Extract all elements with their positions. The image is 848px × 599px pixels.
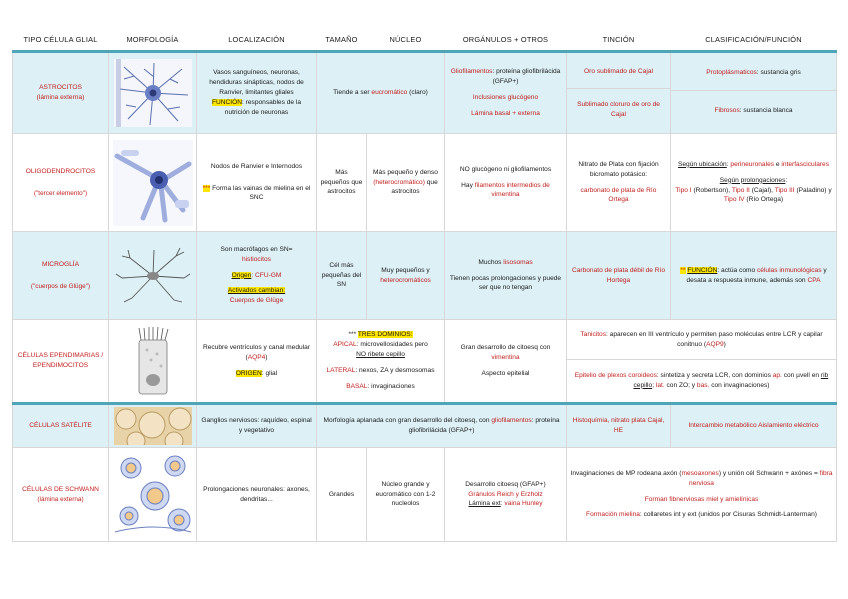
ependymal-apical-label: APICAL [333,341,357,349]
ependymal-lateral-label: LATERAL [326,366,356,374]
astrocytes-subtitle: (lámina externa) [36,94,85,101]
ependymal-tanycytes-label: Tanicitos [580,330,607,338]
schwann-size-cell: Grandes [317,448,367,542]
ependymal-plexus-ap: ap. [772,371,782,379]
microglia-class-red-2: CPA [807,276,821,284]
oligodendrocytes-staining-cell [567,134,671,232]
ependymal-org1-red: vimentina [491,354,520,362]
microglia-illustration [114,244,192,308]
header-cell-location: LOCALIZACIÓN [228,34,285,44]
ependymal-apical-text: : microvellosidades pero [356,341,428,349]
oligodendrocytes-nucleus-text-1: Más pequeño y denso [373,168,438,176]
schwann-class1-text: Invaginaciones de MP rodeana axón ( [570,469,682,477]
astrocytes-stain-1: Oro sublimado de Cajal [567,56,670,89]
microglia-location-red: histiocitos [242,255,271,263]
oligodendrocytes-type4: (Río Ortega) [744,196,784,204]
microglia-origin-label: Origen [231,271,252,279]
oligodendrocytes-org1: NO glucógeno ni gliofilamentos [459,165,552,173]
astrocytes-class1-red: Protoplásmaticos [706,68,757,76]
microglia-nucleus-red: heterocromáticos [380,276,431,284]
ependymal-location-red: AQP4 [247,354,266,362]
astrocytes-org3-red: Lámina basal [471,109,511,117]
schwann-location-cell: Prolongaciones neuronales: axones, dendritas... [197,448,317,542]
oligodendrocytes-type3: (Paladino) y [794,186,832,194]
astrocytes-org2-red: Inclusiones glucógeno [472,94,539,101]
ependymal-classification-cell [567,320,837,404]
astrocytes-image-cell [109,52,197,134]
ependymal-plexus-bas: bas. [696,381,710,389]
astrocytes-name-cell [13,52,109,134]
ependymal-tanycytes-text: : aparecen en III ventrículo y permiten paso moléculas entre LCR y capilar conitnuo ( [606,330,823,348]
ependymal-plexus-lat: lat. [655,381,665,389]
satellite-morph-red: gliofilamentos [491,417,532,425]
glial-cell-table [12,28,837,542]
oligodendrocytes-subtitle: ("tercer elemento") [33,189,88,197]
ependymal-image-cell [109,320,197,404]
microglia-activated-label: Activados cambian: [227,287,286,295]
oligodendrocytes-name-cell [13,134,109,232]
microglia-location-cell [197,232,317,320]
glial-cell-table-sheet [12,28,836,542]
schwann-subtitle: (lámina externa) [37,495,84,503]
microglia-subtitle: ("cuerpos de Glüge") [30,282,91,290]
schwann-name-cell [13,448,109,542]
oligodendrocytes-type2-red: Tipo II [731,186,750,194]
oligodendrocytes-ubic-red1: perineuronales [730,160,775,168]
ependymal-plexus-text-2: con µvell en [781,371,821,379]
microglia-image-cell [109,232,197,320]
astrocytes-nucleus-text-2: (claro) [407,89,428,97]
oligodendrocytes-ubic-label: Según ubicación [677,160,727,168]
ependymal-plexus-text-4: con ZO; y [664,381,697,389]
header-cell-morphology: MORFOLOGÍA [126,34,179,44]
oligodendrocytes-location-text: Nodos de Ranvier e Internodos [210,162,303,170]
ependymal-org2: Aspecto epitelial [481,369,530,377]
oligodendrocytes-type1-red: Tipo I [675,186,692,194]
header-cell-classification: CLASIFICACIÓN/FUNCIÓN [705,34,802,44]
ependymal-name-cell: CÉLULAS EPENDIMARIAS / EPENDIMOCITOS [13,320,109,404]
ependymal-plexus-text-5: con invaginaciones) [709,381,770,389]
microglia-class-text-2: y desata a respuesta inmune, además son [686,266,827,284]
satellite-image-cell [109,404,197,448]
oligodendrocytes-nucleus-red: (heterocromático) [373,178,425,186]
satellite-classification-cell: Intercambio metabólico Aislamiento eléctrico [671,404,837,448]
oligodendrocytes-type1: (Robertson), [691,186,732,194]
schwann-class3-text: : collaretes int y ext (unidos por Cisuras Schmidt-Lanterman) [639,511,817,519]
oligodendrocytes-stars: *** [202,184,211,192]
ependymal-basal-text: : invaginaciones [367,382,415,390]
microglia-origin-red: : CFU-GM [251,271,282,279]
ependymal-origin-text: : glial [261,369,278,377]
header-cell-nucleus: NÚCLEO [389,34,422,44]
microglia-stars: ** [680,266,686,274]
ependymal-location-end: ) [265,354,268,362]
satellite-morph-text-1: Morfología aplanada con gran desarrollo del citoesq, con [323,417,492,425]
oligodendrocytes-organelles-cell [445,134,567,232]
astrocytes-org3-text: + externa [510,109,540,117]
ependymal-location-cell [197,320,317,404]
ependymal-plexus-text-1: : sintetiza y secreta LCR, con dominios [656,371,773,379]
row-astrocytes [13,52,837,134]
satellite-morph-text-2: : proteína gliofibrilácida (GFAP+) [408,417,560,434]
satellite-illustration [114,407,192,445]
schwann-org3-label: Lámina ext [468,500,501,508]
ependymal-illustration [133,326,173,396]
oligodendrocytes-function-text: Forma las vainas de mielina en el SNC [210,184,311,202]
oligodendrocytes-org2-red: filamentos intermedios de vimentina [474,181,550,199]
schwann-illustration [113,452,193,538]
microglia-class-red-1: células inmunológicas [756,266,822,274]
oligodendrocytes-nucleus-cell [367,134,445,232]
row-ependymal [13,320,837,404]
astrocytes-name: ASTROCITOS [39,84,82,92]
schwann-organelles-cell [445,448,567,542]
ependymal-size-nucleus-cell [317,320,445,404]
schwann-name: CÉLULAS DE SCHWANN [22,485,99,493]
microglia-organelles-cell [445,232,567,320]
ependymal-plexus [567,360,836,402]
astrocytes-class2-text: : sustancia blanca [739,106,793,114]
ependymal-location-text: Recubre ventrículos y canal medular ( [202,344,311,362]
ependymal-tanycytes [567,321,836,360]
ependymal-three-domains: TRES DOMINIOS: [357,331,413,339]
header-cell-size: TAMAÑO [325,34,358,44]
ependymal-basal-label: BASAL [346,382,368,390]
schwann-class1-red: mesoaxones [681,469,719,477]
microglia-nucleus-cell [367,232,445,320]
ependymal-organelles-cell [445,320,567,404]
astrocytes-org1-red: Gliofilamentos [450,68,493,76]
astrocytes-organelles-cell [445,52,567,134]
oligodendrocytes-ubic-sep: : [726,160,731,168]
ependymal-tanycytes-end: ) [723,340,726,348]
schwann-nucleus-cell: Núcleo grande y eucromático con 1-2 nucleolos [367,448,445,542]
oligodendrocytes-stain-1: Nitrato de Plata con fijación bicromato potásico: [578,160,659,178]
row-oligodendrocytes [13,134,837,232]
astrocyte-illustration [114,59,192,127]
satellite-name-cell: CÉLULAS SATÉLITE [13,404,109,448]
oligodendrocytes-type2: (Cajal), [749,186,775,194]
schwann-class1-red-2: fibra nerviosa [689,469,833,487]
oligodendrocytes-nucleus-text-2: que astrocitos [391,178,438,196]
ependymal-apical-no: NO ribete cepillo [356,351,405,359]
satellite-location-cell: Ganglios nerviosos: raquídeo, espinal y vegetativo [197,404,317,448]
astrocytes-function-label: FUNCIÓN [211,98,243,106]
astrocytes-nucleus-text-1: Tiende a ser [333,89,372,97]
microglia-nucleus-text: Muy pequeños y [381,266,430,274]
microglia-size-cell: Cél más pequeñas del SN [317,232,367,320]
microglia-class-text-1: : actúa como [717,266,757,274]
microglia-org1-text: Muchos [478,258,504,266]
schwann-class1-text-2: ) y unión cél Schwann + axónes = [718,469,820,477]
oligodendrocytes-location-cell [197,134,317,232]
oligodendrocytes-ubic-red2: interfasciculares [781,160,830,168]
astrocytes-class2-red: Fibrosos [714,106,740,114]
astrocytes-class1-text: : sustancia gris [756,68,801,76]
oligodendrocytes-type4-red: Tipo IV [723,196,745,204]
schwann-org1: Desarrollo citoesq (GFAP+) [465,480,546,488]
oligodendrocytes-stain-2: carbonato de plata de Río Ortega [580,186,657,204]
microglia-classification-cell [671,232,837,320]
schwann-org2: Gránulos Reich y Erzholz [468,490,543,498]
schwann-image-cell [109,448,197,542]
row-schwann [13,448,837,542]
astrocytes-location-cell [197,52,317,134]
header-cell-organelles: ORGÁNULOS + OTROS [462,34,549,44]
schwann-classification-cell [567,448,837,542]
ependymal-stars: *** [348,331,358,339]
header-cell-staining: TINCIÓN [602,34,635,44]
ependymal-lateral-text: : nexos, ZA y desmosomas [355,366,435,374]
oligodendrocyte-illustration [113,140,193,226]
astrocytes-org1-text: : proteína gliofibrilácida (GFAP+) [492,68,561,86]
microglia-activated-red: Cuerpos de Glüge [229,297,284,305]
header-cell-type: TIPO CÉLULA GLIAL [23,34,98,44]
microglia-location-text: Son macrófagos en SN= [220,245,293,253]
microglia-org2: Tienen pocas prolongaciones y puede ser que no tengan [449,274,562,292]
astrocytes-stain-2: Sublimado cloruro de oro de Cajal [577,100,660,118]
satellite-staining-cell: Histoquímia, nitrato plata Cajal, HE [567,404,671,448]
ependymal-origin-label: ORIGEN [235,369,262,377]
microglia-function-label: FUNCIÓN [687,266,718,274]
oligodendrocytes-name: OLIGODENDROCITOS [25,167,96,175]
microglia-name-cell [13,232,109,320]
oligodendrocytes-classification-cell [671,134,837,232]
schwann-org3-red: : vaina Hunley [500,500,543,508]
oligodendrocytes-prol-label: Según prolongaciones [719,176,786,184]
astrocytes-nucleus-red: eucromático [371,89,408,97]
oligodendrocytes-size-cell: Más pequeños que astrocitos [317,134,367,232]
satellite-morphology-cell [317,404,567,448]
astrocytes-classification-cell [671,52,837,134]
oligodendrocytes-image-cell [109,134,197,232]
ependymal-plexus-rib: rib cepillo [633,371,829,389]
microglia-org1-red: lisosomas [503,258,533,266]
astrocytes-staining-cell [567,52,671,134]
oligodendrocytes-ubic-mid: e [774,160,782,168]
astrocytes-class-1 [671,56,836,91]
oligodendrocytes-type3-red: Tipo III [774,186,795,194]
oligodendrocytes-prol-colon: : [785,176,788,184]
ependymal-org1-text: Gran desarrollo de citoesq con [460,344,551,352]
microglia-name: MICROGLÍA [41,260,79,268]
astrocytes-class-2 [671,91,836,131]
ependymal-plexus-label: Epitelio de plexos coroideos [574,371,657,379]
row-microglia [13,232,837,320]
row-satellite [13,404,837,448]
schwann-class3-label: Formación mielina [586,511,640,519]
ependymal-tanycytes-aqp: AQP9 [706,340,724,348]
schwann-class2: Forman fibnerviosas miel y amielínicas [644,495,759,503]
oligodendrocytes-org2-text: Hay [461,181,475,189]
astrocytes-size-nucleus-cell [317,52,445,134]
astrocytes-location-text: Vasos sanguíneos, neuronas, hendiduras sinápticas, nodos de Ranvier, limitantes gliales [209,69,304,97]
ependymal-plexus-text-3: ; [652,381,656,389]
header-row [13,28,837,52]
astrocytes-function-text: : responsables de la nutrición de neuronas [224,98,302,116]
microglia-staining-cell: Carbonato de plata débil de Río Hortega [567,232,671,320]
